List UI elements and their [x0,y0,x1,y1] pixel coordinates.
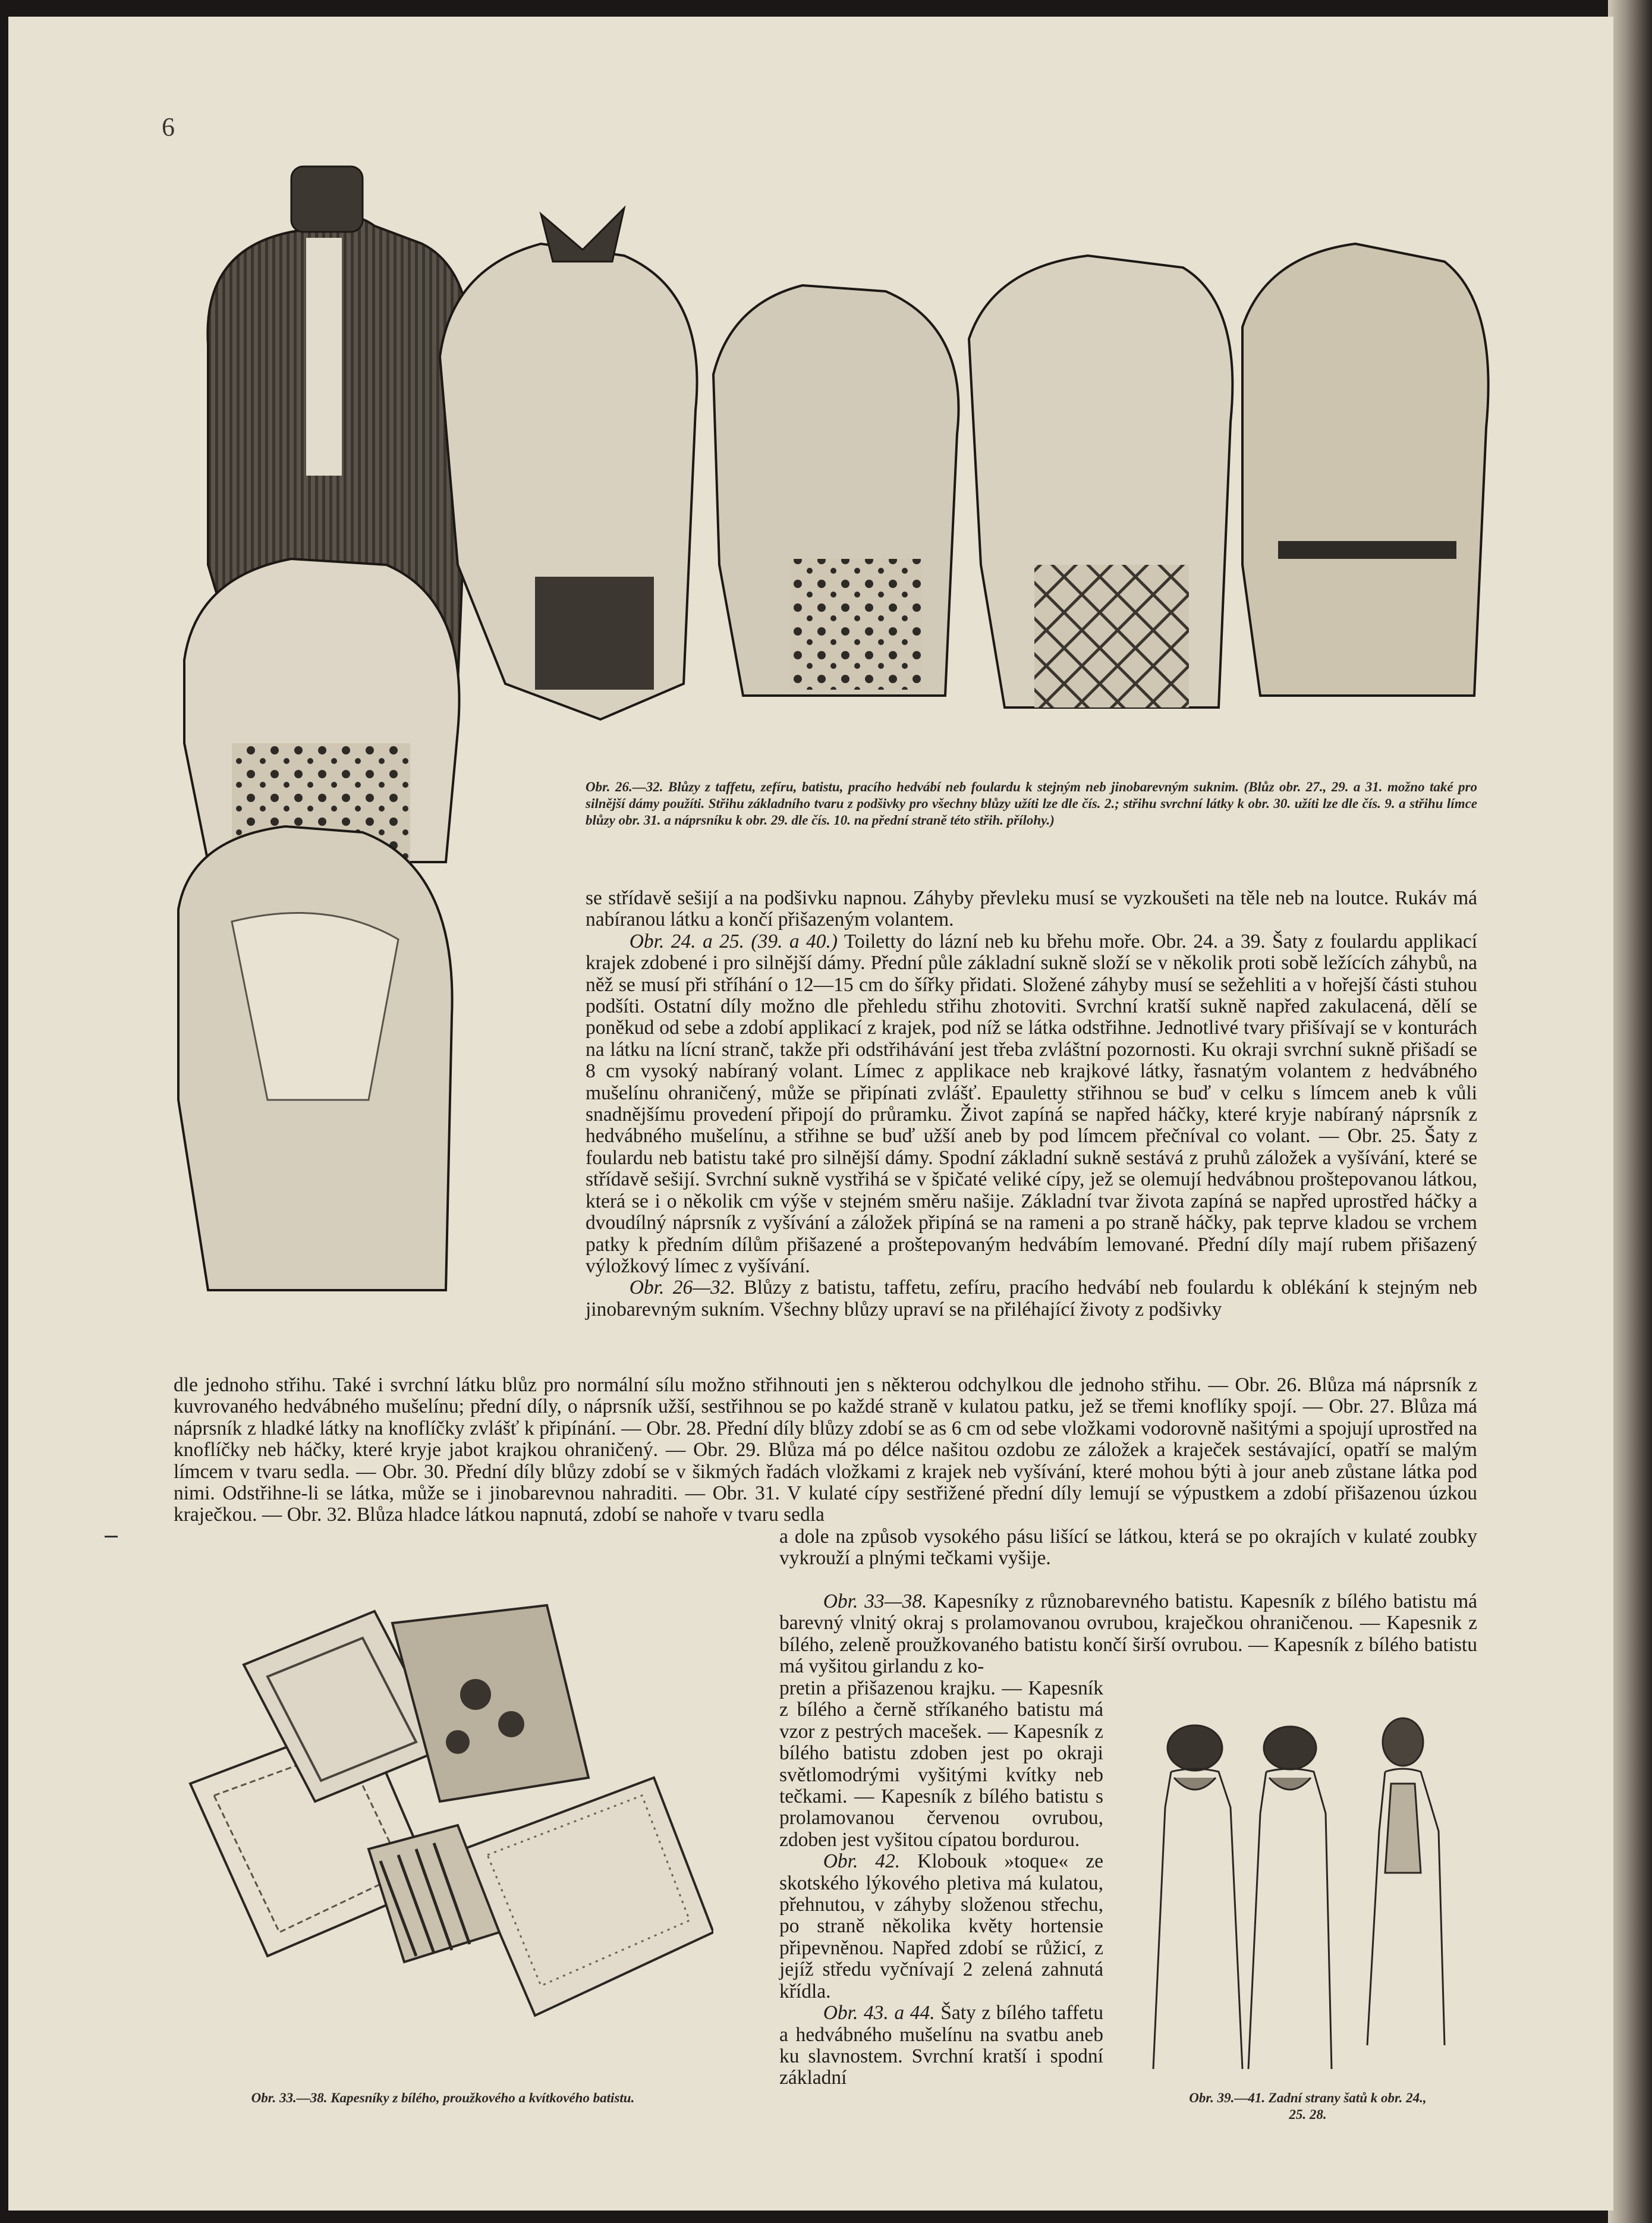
body-para-2 [586,931,1477,1278]
fig-ref-42: Obr. 42. [823,1850,901,1873]
body-text-right-2 [779,1591,1477,1678]
narrow-para-3-text: Šaty z bílého taffetu a hedvábného mušelínu na svatbu aneb ku slavnostem. Svrchní kratší i spodní základní [779,2002,1103,2089]
body-text-full: dle jednoho střihu. Také i svrchní látku blůz pro normální sílu možno střihnouti jen s některou odchylkou dle jednoho střihu. — Obr. 26. Blůza má náprsník z kuvrovaného hedvábného mušelínu; přední díly, o náprsník užší, sestřihnou se po každé straně v kulatou patku, jež se třemi knoflíky spojí. — Obr. 27. Blůza má náprsník z hladké látky na knoflíčky zvlášť k připínání. — Obr. 28. Přední díly blůzy zdobí se as 6 cm od sebe vložkami vodorovně našitými a spojují uprostřed na knoflíčky neb háčky, které kryje jabot krajkou ohraničený. — Obr. 29. Blůza má po délce našitou ozdobu ze záložek a kraječek sestávající, opatří se malým límcem v tvaru sedla. — Obr. 30. Přední díly blůzy zdobí se v šikmých řadách vložkami z krajek neb vyšívání, které mohou býti à jour aneb zůstane látka pod nimi. Odstřihne-li se látka, může se i jinobarevnou nahraditi. — Obr. 31. V kulaté cípy sestřižené přední díly lemují se výpustkem a zdobí přišazenou úzkou kraječkou. — Obr. 32. Blůza hladce látkou napnutá, zdobí se nahoře v tvaru sedla [174,1374,1477,1526]
body-para-1: se střídavě sešijí a na podšivku napnou. Záhyby převleku musí se vyzkoušeti na těle neb na loutce. Rukáv má nabíranou látku a končí přišazeným volantem. [586,887,1477,931]
body-text-middle [586,888,1477,1320]
body-text-right-1: a dole na způsob vysokého pásu lišící se látkou, která se po okrajích v kulaté zoubky vykrouží a plnými tečkami vyšije. [779,1526,1477,1570]
body-text-right-2-text: Kapesníky z různobarevného batistu. Kapesník z bílého batistu má barevný vlnitý okraj s prolamovanou ovrubou, kraječkou ohraničenou. — Kapesnik z bílého, zeleně proužkovaného batistu končí širší ovrubou. — Kapesník z bílého batistu má vyšitou girlandu z ko- [779,1590,1478,1678]
fig-ref-26-32: Obr. 26—32. [629,1276,735,1299]
margin-mark [105,1536,118,1537]
narrow-para-3 [779,2002,1103,2089]
book-spine [1608,0,1652,2223]
handkerchiefs-illustration [178,1599,713,2027]
narrow-para-2 [779,1851,1103,2002]
body-para-3 [586,1277,1477,1320]
caption-blouses: Obr. 26.—32. Blůzy z taffetu, zefíru, batistu, pracího hedvábí neb foulardu k stejným neb jinobarevným suknim. (Blůz obr. 27., 29. a 31. možno také pro silnější dámy použíti. Střihu základního tvaru z podšivky pro všechny blůzy užíti lze dle čís. 2.; střihu svrchní látky k obr. 30. užíti lze dle čís. 9. a střihu límce blůzy obr. 31. a náprsníku k obr. 29. dle čís. 10. na přední straně této střih. přílohy.) [586,779,1477,828]
fig-ref-33-38: Obr. 33—38. [823,1590,927,1612]
narrow-para-2-text: Klobouk »toque« ze skotského lýkového pletiva má kulatou, přehnutou, v záhyby složenou střechu, po straně několika květy hortensie připevněnou. Napřed zdobí se růžicí, z jejíž středu vyčnívají 2 zelená zahnutá křídla. [779,1850,1103,2002]
fig-ref-24-25: Obr. 24. a 25. (39. a 40.) [629,930,838,952]
page-number: 6 [162,112,175,142]
dress-backs-illustration [1141,1712,1474,2069]
fig-ref-43-44: Obr. 43. a 44. [823,2002,935,2024]
body-para-3-text: Blůzy z batistu, taffetu, zefíru, pracího hedvábí neb foulardu k oblékání k stejným neb jinobarevným sukním. Všechny blůzy upraví se na přiléhající životy z podšivky [586,1276,1477,1320]
body-para-2-text: Toiletty do lázní neb ku břehu moře. Obr. 24. a 39. Šaty z foulardu applikací krajek zdobené i pro silnější dámy. Přední půle základní sukně složí se v několik proti sobě ležících záhybů, na něž se musí při stříhání o 12—15 cm do šířky přidati. Složené záhyby musí se sežehliti a v hořejší části stuhou podšíti. Ostatní díly možno dle přehledu střihu zhotoviti. Svrchní kratší sukně napřed zakulacená, dělí se poněkud od sebe a zdobí applikací z krajek, pod níž se látka odstřihne. Jednotlivé tvary přišívají se v konturách na látku na lícní stranč, takže při odstřihávání jest třeba zvláštní pozornosti. Ku okraji svrchní sukně přišadí se 8 cm vysoký nabíraný volant. Límec z applikace neb krajkové látky, řasnatým volantem z hedvábného mušelínu ohraničený, může se připínati zvlášť. Epauletty střihnou se buď v celku s límcem aneb k vůli snadnějšímu provedení připojí do průramku. Život zapíná se napřed háčky, které kryje nabíraný náprsník z hedvábného mušelínu, a střihne se buď užší aneb by pod límcem přečníval co volant. — Obr. 25. Šaty z foulardu neb batistu také pro silnější dámy. Spodní základní sukně sestává z pruhů záložek a vyšívání, které se střídavě sešijí. Svrchní sukně vystřihá se v špičaté veliké cípy, jež se olemují hedvábnou proštepovanou látkou, která se i o několik cm výše v stejném směru našije. Základní tvar života zapíná se napřed uprostřed háčky a dvoudílný náprsník z vyšívání a záložek připíná se na rameni a po straně háčky, pak teprve kladou se vrchem patky k předním dílům přišazené a proštepovaným hedvábím lemované. Přední díly mají rubem přišazený výložkový límec z vyšívání. [586,930,1477,1277]
body-text-narrow [779,1678,1103,2089]
narrow-para-1: pretin a přišazenou krajku. — Kapesník z bílého a černě stříkaného batistu má vzor z pestrých macešek. — Kapesník z bílého batistu zdoben jest po okraji světlomodrými vyšitými kvítky neb tečkami. — Kapesník z bílého batistu s prolamovanou červenou ovrubou, zdoben jest vyšitou cípatou bordurou. [779,1677,1103,1851]
caption-handkerchiefs: Obr. 33.—38. Kapesníky z bílého, proužkového a kvítkového batistu. [251,2090,635,2105]
caption-dress-backs: Obr. 39.—41. Zadní strany šatů k obr. 24., 25. 28. [1189,2090,1427,2122]
